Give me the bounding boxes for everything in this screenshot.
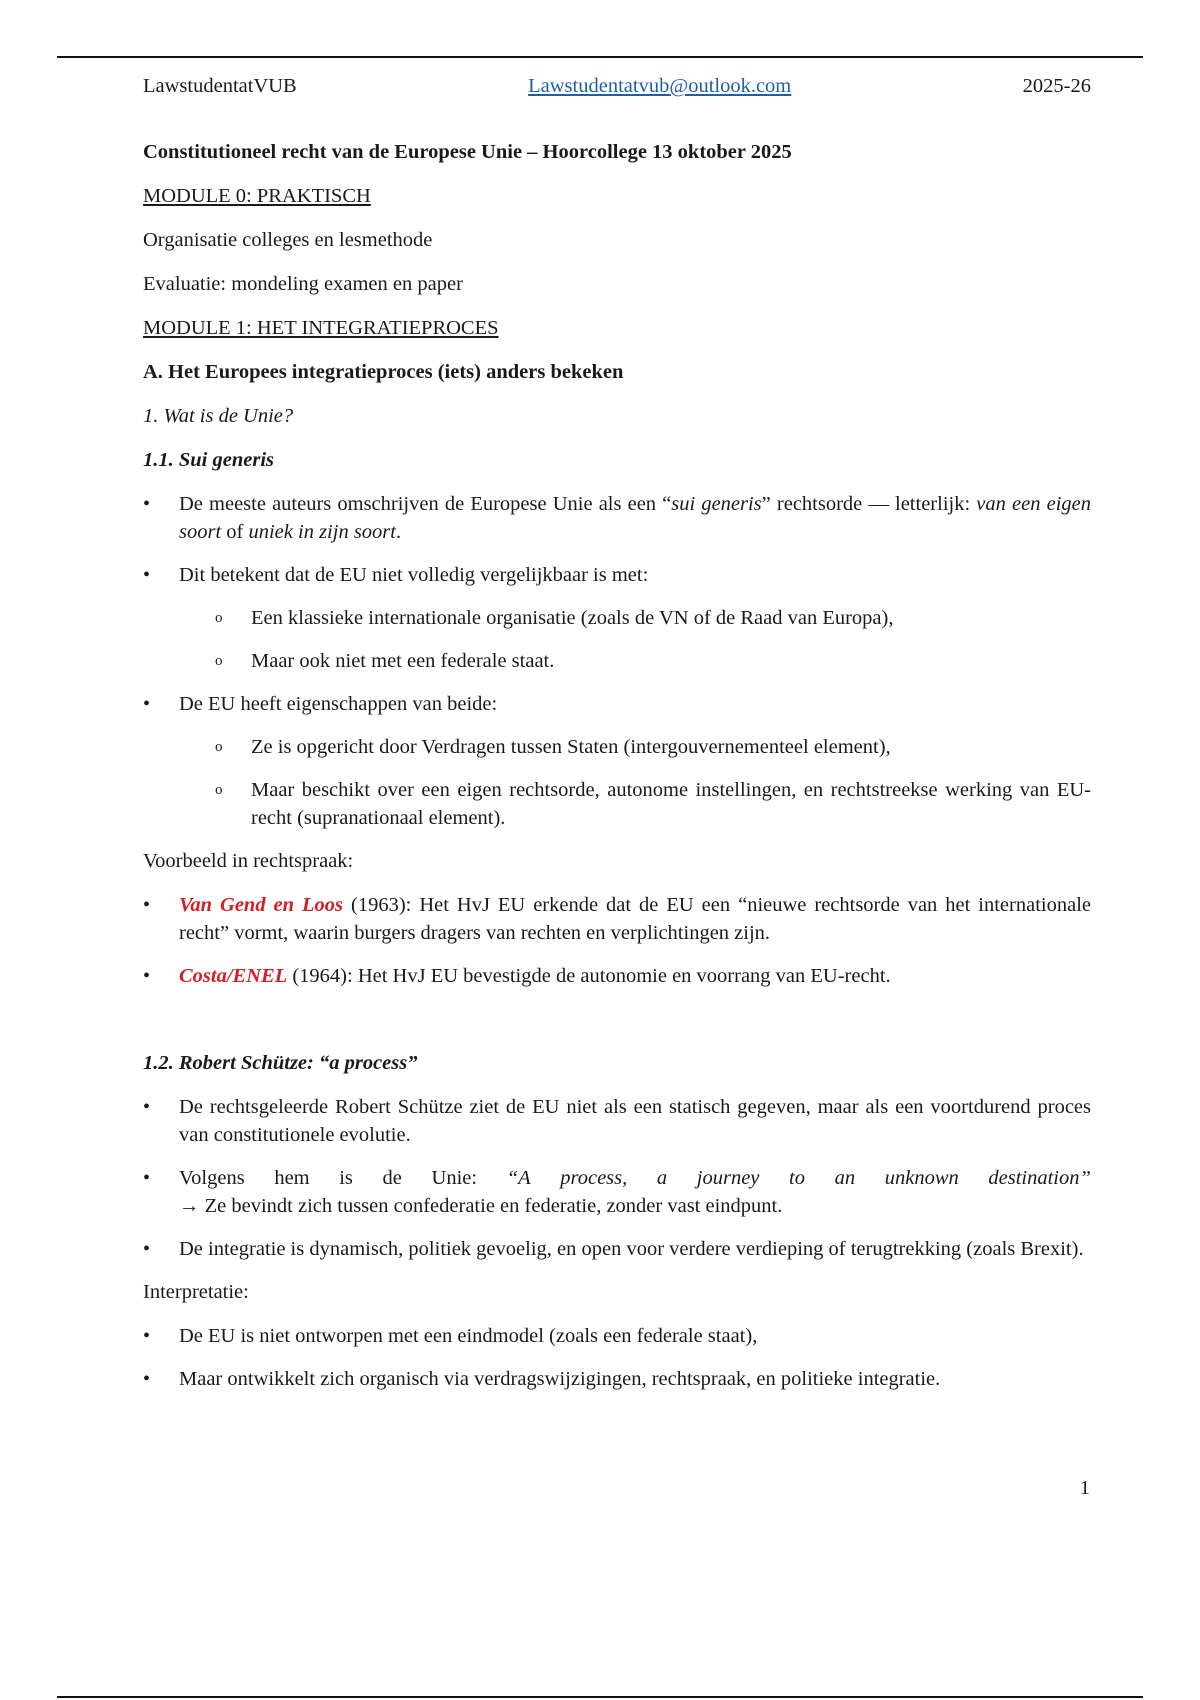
sub-list-item: o Ze is opgericht door Verdragen tussen Staten (intergouvernementeel element), — [215, 733, 1091, 761]
case-item: • Van Gend en Loos (1963): Het HvJ EU erkende dat de EU een “nieuwe rechtsorde van het internationale recht” vormt, waarin burgers dragers van rechten en verplichtingen zijn. — [143, 891, 1091, 947]
case-list — [143, 891, 1091, 990]
module0-heading: MODULE 0: PRAKTISCH — [143, 185, 371, 207]
module0-line-organisatie: Organisatie colleges en lesmethode — [143, 229, 433, 251]
page-header — [143, 72, 1091, 100]
case-name: Van Gend en Loos — [179, 894, 344, 916]
interpretatie-list — [143, 1322, 1091, 1393]
list-item — [143, 1164, 1091, 1220]
list-item: • De meeste auteurs omschrijven de Europese Unie als een “sui generis” rechtsorde — letterlijk: van een eigen soort of uniek in zijn soort. — [143, 490, 1091, 546]
email-link[interactable]: Lawstudentatvub@outlook.com — [528, 75, 792, 97]
module1-heading: MODULE 1: HET INTEGRATIEPROCES — [143, 317, 499, 339]
list-item: • De EU is niet ontworpen met een eindmodel (zoals een federale staat), — [143, 1322, 1091, 1350]
academic-year: 2025-26 — [1022, 75, 1091, 97]
list-item: • De integratie is dynamisch, politiek gevoelig, en open voor verdere verdieping of terugtrekking (zoals Brexit). — [143, 1235, 1091, 1263]
list-item: • De rechtsgeleerde Robert Schütze ziet de EU niet als een statisch gegeven, maar als een voortdurend proces van constitutionele evolutie. — [143, 1093, 1091, 1149]
quote-continuation: → Ze bevindt zich tussen confederatie en federatie, zonder vast eindpunt. — [179, 1195, 783, 1217]
sub-list-item: o Een klassieke internationale organisatie (zoals de VN of de Raad van Europa), — [215, 604, 1091, 632]
bottom-rule — [57, 1696, 1143, 1698]
subsection-1-1-heading: 1.1. Sui generis — [143, 449, 274, 471]
sui-generis-list — [143, 490, 1091, 832]
document-title: Constitutioneel recht van de Europese Unie – Hoorcollege 13 oktober 2025 — [143, 141, 792, 163]
case-item: • Costa/ENEL (1964): Het HvJ EU bevestigde de autonomie en voorrang van EU-recht. — [143, 962, 1091, 990]
page-number: 1 — [1079, 1477, 1090, 1499]
list-item: • Maar ontwikkelt zich organisch via verdragswijzigingen, rechtspraak, en politieke integratie. — [143, 1365, 1091, 1393]
subsection-1-2-heading: 1.2. Robert Schütze: “a process” — [143, 1052, 418, 1074]
top-rule — [57, 56, 1143, 58]
case-name: Costa/ENEL — [179, 965, 288, 987]
sub-list-item: o Maar ook niet met een federale staat. — [215, 647, 1091, 675]
sub-list — [179, 733, 1091, 832]
interpretatie-label: Interpretatie: — [143, 1281, 249, 1303]
voorbeeld-label: Voorbeeld in rechtspraak: — [143, 850, 354, 872]
spacer — [143, 1005, 1091, 1049]
list-item: • De EU heeft eigenschappen van beide: o Ze is opgericht door Verdragen tussen Staten (intergouvernementeel element), o Maar beschikt over een eigen rechtsorde, autonome instellingen, en rechtstreekse werking van EU-recht (supranationaal element). — [143, 690, 1091, 832]
quote-line: • Volgens hem is de Unie: “A process, a journey to an unknown destination” — [179, 1167, 1091, 1189]
section-a-heading: A. Het Europees integratieproces (iets) anders bekeken — [143, 361, 624, 383]
schutze-list — [143, 1093, 1091, 1263]
sub-list-item: o Maar beschikt over een eigen rechtsorde, autonome instellingen, en rechtstreekse werking van EU-recht (supranationaal element). — [215, 776, 1091, 832]
module0-line-evaluatie: Evaluatie: mondeling examen en paper — [143, 273, 463, 295]
question-heading: 1. Wat is de Unie? — [143, 405, 294, 427]
author-name: LawstudentatVUB — [143, 75, 297, 97]
list-item: • Dit betekent dat de EU niet volledig vergelijkbaar is met: o Een klassieke internationale organisatie (zoals de VN of de Raad van Europa), o Maar ook niet met een federale staat. — [143, 561, 1091, 675]
document-page — [143, 72, 1091, 1408]
sub-list — [179, 604, 1091, 675]
